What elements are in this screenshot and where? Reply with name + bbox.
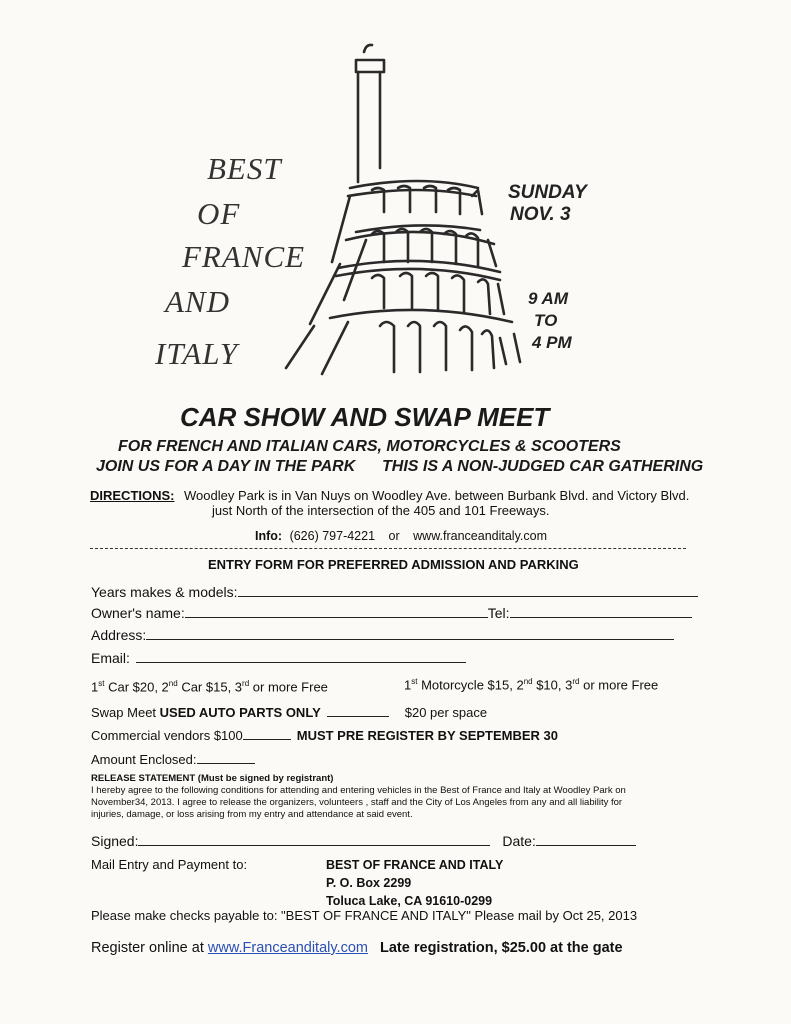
field-email[interactable] bbox=[91, 649, 466, 666]
commercial-vendors-line[interactable] bbox=[91, 726, 558, 743]
info-website[interactable]: www.franceanditaly.com bbox=[413, 529, 547, 543]
subline-park: JOIN US FOR A DAY IN THE PARK bbox=[96, 458, 356, 475]
field-years-line[interactable] bbox=[238, 583, 698, 597]
info-label: Info: bbox=[255, 529, 283, 543]
field-years-label: Years makes & models: bbox=[91, 584, 238, 600]
signed-label: Signed: bbox=[91, 833, 139, 849]
date-label: Date: bbox=[502, 833, 536, 849]
swap-meet-parts-only: USED AUTO PARTS ONLY bbox=[159, 705, 321, 720]
title-word-of: OF bbox=[197, 196, 241, 231]
entry-form-heading: ENTRY FORM FOR PREFERRED ADMISSION AND PARKING bbox=[208, 557, 579, 572]
colosseum-tower-illustration bbox=[0, 0, 791, 400]
time-start: 9 AM bbox=[528, 289, 568, 308]
swap-meet-label: Swap Meet bbox=[91, 705, 160, 720]
subline-cars: FOR FRENCH AND ITALIAN CARS, MOTORCYCLES & SCOOTERS bbox=[118, 438, 621, 455]
signed-line-blank[interactable] bbox=[138, 832, 490, 846]
release-statement bbox=[91, 773, 626, 821]
cut-line-divider bbox=[90, 548, 686, 549]
amount-line-blank[interactable] bbox=[197, 750, 255, 764]
signature-line[interactable] bbox=[91, 832, 636, 849]
headline: CAR SHOW AND SWAP MEET bbox=[180, 402, 550, 432]
vendors-deadline: MUST PRE REGISTER BY SEPTEMBER 30 bbox=[296, 728, 558, 743]
title-word-best: BEST bbox=[207, 151, 282, 186]
event-time bbox=[528, 288, 584, 354]
field-address-label: Address: bbox=[91, 627, 147, 643]
release-line: I hereby agree to the following conditions for attending and entering vehicles in the Best of France and Italy at Woodley Park on bbox=[91, 785, 626, 796]
field-owner-name[interactable] bbox=[91, 604, 692, 621]
field-email-line[interactable] bbox=[136, 649, 466, 663]
field-owner-line[interactable] bbox=[185, 604, 488, 618]
vendors-label: Commercial vendors $100 bbox=[91, 728, 243, 743]
field-owner-label: Owner's name: bbox=[91, 605, 185, 621]
info-or: or bbox=[388, 529, 400, 543]
release-line: injuries, damage, or loss arising from my entry and attendance at said event. bbox=[91, 809, 413, 820]
release-line: November34, 2013. I agree to release the organizers, volunteers , staff and the City of Los Angeles from any and all liability for bbox=[91, 797, 623, 808]
title-word-and: AND bbox=[165, 284, 230, 319]
mail-label: Mail Entry and Payment to: bbox=[91, 857, 248, 872]
title-word-italy: ITALY bbox=[155, 336, 239, 371]
field-tel-label: Tel: bbox=[487, 605, 510, 621]
release-heading: RELEASE STATEMENT (Must be signed by registrant) bbox=[91, 773, 334, 784]
title-word-france: FRANCE bbox=[182, 239, 306, 274]
car-pricing: 1st Car $20, 2nd Car $15, 3rd or more Free bbox=[91, 679, 328, 695]
amount-label: Amount Enclosed: bbox=[91, 752, 197, 767]
amount-enclosed-line[interactable] bbox=[91, 750, 255, 767]
swap-meet-line-blank[interactable] bbox=[327, 703, 389, 717]
subline-non-judged: THIS IS A NON-JUDGED CAR GATHERING bbox=[382, 458, 704, 475]
directions-label: DIRECTIONS: bbox=[90, 488, 175, 503]
info-line bbox=[255, 529, 547, 543]
register-line bbox=[91, 940, 623, 956]
directions-line2: just North of the intersection of the 405 and 101 Freeways. bbox=[212, 503, 550, 518]
swap-meet-line[interactable] bbox=[91, 703, 487, 720]
register-website-link[interactable]: www.Franceanditaly.com bbox=[207, 940, 368, 956]
checks-payable-line: Please make checks payable to: "BEST OF FRANCE AND ITALY" Please mail by Oct 25, 2013 bbox=[91, 908, 638, 923]
time-end: 4 PM bbox=[532, 333, 572, 352]
mail-box: P. O. Box 2299 bbox=[326, 876, 412, 890]
motorcycle-pricing: 1st Motorcycle $15, 2nd $10, 3rd or more Free bbox=[404, 677, 659, 693]
late-registration: Late registration, $25.00 at the gate bbox=[380, 940, 623, 956]
mail-name: BEST OF FRANCE AND ITALY bbox=[326, 858, 504, 872]
field-email-label: Email: bbox=[91, 650, 130, 666]
event-date bbox=[508, 182, 587, 226]
directions-line1: Woodley Park is in Van Nuys on Woodley Ave. between Burbank Blvd. and Victory Blvd. bbox=[184, 488, 690, 503]
mail-city: Toluca Lake, CA 91610-0299 bbox=[326, 894, 493, 908]
field-years-makes-models[interactable] bbox=[91, 583, 698, 600]
mail-address bbox=[326, 856, 503, 910]
info-phone: (626) 797-4221 bbox=[289, 529, 376, 543]
vendors-line-blank[interactable] bbox=[243, 726, 291, 740]
swap-meet-price: $20 per space bbox=[404, 705, 488, 720]
time-to: TO bbox=[534, 311, 558, 330]
register-prefix: Register online at bbox=[91, 940, 208, 956]
field-address-line[interactable] bbox=[146, 626, 674, 640]
date-month: NOV. 3 bbox=[510, 204, 571, 225]
field-tel-line[interactable] bbox=[510, 604, 692, 618]
date-line-blank[interactable] bbox=[536, 832, 636, 846]
field-address[interactable] bbox=[91, 626, 674, 643]
date-day: SUNDAY bbox=[508, 182, 587, 203]
